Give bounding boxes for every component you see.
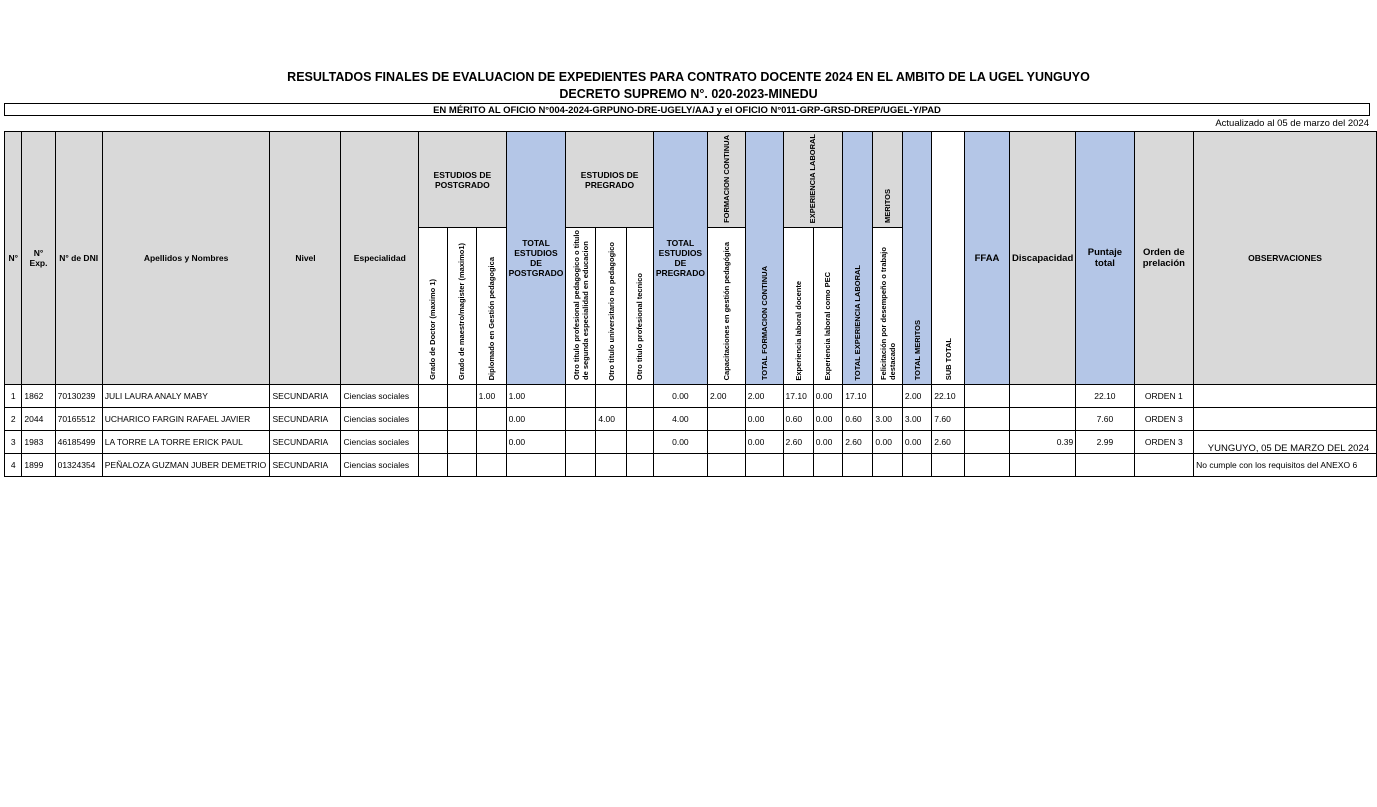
col-especialidad: Especialidad (341, 132, 419, 385)
cell-obs (1194, 385, 1377, 408)
cell-capacitaciones (707, 431, 745, 454)
cell-capacitaciones (707, 408, 745, 431)
cell-total-meritos: 0.00 (902, 431, 931, 454)
cell-otro-univ (596, 454, 626, 477)
col-exp-pec: Experiencia laboral como PEC (813, 228, 842, 385)
cell-otro-tec (626, 431, 653, 454)
col-felicitacion: Felicitación por desempeño o trabajo destacado (873, 228, 902, 385)
cell-otro-univ: 4.00 (596, 408, 626, 431)
col-exp-docente: Experiencia laboral docente (783, 228, 813, 385)
cell-n: 1 (5, 385, 22, 408)
group-formacion: FORMACION CONTINUA (707, 132, 745, 228)
cell-dni: 70165512 (55, 408, 102, 431)
cell-nivel: SECUNDARIA (270, 385, 341, 408)
cell-total-experiencia: 17.10 (843, 385, 873, 408)
cell-doctor (419, 408, 448, 431)
col-observaciones: OBSERVACIONES (1194, 132, 1377, 385)
group-pregrado: ESTUDIOS DE PREGRADO (566, 132, 653, 228)
cell-otro-univ (596, 385, 626, 408)
col-puntaje: Puntaje total (1076, 132, 1134, 385)
cell-esp: Ciencias sociales (341, 408, 419, 431)
cell-discapacidad: 0.39 (1010, 431, 1076, 454)
cell-dni: 01324354 (55, 454, 102, 477)
cell-puntaje: 22.10 (1076, 385, 1134, 408)
cell-nivel: SECUNDARIA (270, 431, 341, 454)
cell-puntaje: 7.60 (1076, 408, 1134, 431)
cell-exp-pec: 0.00 (813, 408, 842, 431)
cell-exp-pec (813, 454, 842, 477)
cell-diplomado: 1.00 (476, 385, 506, 408)
cell-felicitacion: 3.00 (873, 408, 902, 431)
cell-capacitaciones: 2.00 (707, 385, 745, 408)
col-total-pregrado: TOTAL ESTUDIOS DE PREGRADO (653, 132, 707, 385)
cell-exp-docente (783, 454, 813, 477)
col-capacitaciones: Capacitaciones en gestión pedagógica (707, 228, 745, 385)
cell-total-meritos (902, 454, 931, 477)
cell-doctor (419, 385, 448, 408)
table-row (5, 431, 1377, 454)
results-table (4, 131, 1377, 477)
cell-name: JULI LAURA ANALY MABY (102, 385, 270, 408)
cell-dni: 46185499 (55, 431, 102, 454)
cell-exp: 2044 (22, 408, 55, 431)
cell-total-meritos: 2.00 (902, 385, 931, 408)
col-total-formacion: TOTAL FORMACION CONTINUA (745, 132, 783, 385)
cell-exp: 1862 (22, 385, 55, 408)
col-n: N° (5, 132, 22, 385)
cell-total-formacion: 2.00 (745, 385, 783, 408)
col-exp: N° Exp. (22, 132, 55, 385)
cell-diplomado (476, 454, 506, 477)
cell-puntaje: 2.99 (1076, 431, 1134, 454)
cell-total-postgrado (506, 454, 566, 477)
cell-total-pregrado (653, 454, 707, 477)
col-total-experiencia: TOTAL EXPERIENCIA LABORAL (843, 132, 873, 385)
cell-otro-prof (566, 431, 596, 454)
footer-date: YUNGUYO, 05 DE MARZO DEL 2024 (1207, 443, 1369, 454)
cell-orden (1134, 454, 1194, 477)
cell-capacitaciones (707, 454, 745, 477)
group-experiencia: EXPERIENCIA LABORAL (783, 132, 843, 228)
group-postgrado: ESTUDIOS DE POSTGRADO (419, 132, 507, 228)
cell-doctor (419, 431, 448, 454)
cell-total-postgrado: 0.00 (506, 408, 566, 431)
cell-total-pregrado: 0.00 (653, 431, 707, 454)
cell-subtotal: 7.60 (932, 408, 965, 431)
cell-subtotal (932, 454, 965, 477)
cell-total-experiencia: 0.60 (843, 408, 873, 431)
col-orden: Orden de prelación (1134, 132, 1194, 385)
cell-orden: ORDEN 1 (1134, 385, 1194, 408)
cell-esp: Ciencias sociales (341, 385, 419, 408)
updated-date: Actualizado al 05 de marzo del 2024 (1215, 118, 1369, 129)
cell-discapacidad (1010, 385, 1076, 408)
col-nivel: Nivel (270, 132, 341, 385)
cell-total-pregrado: 0.00 (653, 385, 707, 408)
cell-total-postgrado: 1.00 (506, 385, 566, 408)
cell-name: PEÑALOZA GUZMAN JUBER DEMETRIO (102, 454, 270, 477)
col-maestro: Grado de maestro/magister (maximo1) (447, 228, 476, 385)
cell-otro-tec (626, 408, 653, 431)
cell-subtotal: 22.10 (932, 385, 965, 408)
cell-total-experiencia (843, 454, 873, 477)
cell-discapacidad (1010, 454, 1076, 477)
col-subtotal: SUB TOTAL (932, 132, 965, 385)
table-row (5, 408, 1377, 431)
col-total-postgrado: TOTAL ESTUDIOS DE POSTGRADO (506, 132, 566, 385)
cell-otro-univ (596, 431, 626, 454)
cell-ffaa (965, 431, 1010, 454)
cell-felicitacion (873, 454, 902, 477)
table-row (5, 454, 1377, 477)
col-name: Apellidos y Nombres (102, 132, 270, 385)
cell-total-formacion: 0.00 (745, 408, 783, 431)
cell-total-formacion: 0.00 (745, 431, 783, 454)
cell-esp: Ciencias sociales (341, 431, 419, 454)
cell-n: 2 (5, 408, 22, 431)
cell-name: LA TORRE LA TORRE ERICK PAUL (102, 431, 270, 454)
cell-felicitacion (873, 385, 902, 408)
cell-maestro (447, 408, 476, 431)
col-ffaa: FFAA (965, 132, 1010, 385)
cell-obs (1194, 408, 1377, 431)
cell-maestro (447, 385, 476, 408)
cell-total-experiencia: 2.60 (843, 431, 873, 454)
cell-exp-docente: 17.10 (783, 385, 813, 408)
cell-dni: 70130239 (55, 385, 102, 408)
col-diplomado: Diplomado en Gestión pedagogica (476, 228, 506, 385)
cell-otro-prof (566, 454, 596, 477)
decree-title: DECRETO SUPREMO N°. 020-2023-MINEDU (559, 87, 818, 101)
group-meritos: MERITOS (873, 132, 902, 228)
cell-felicitacion: 0.00 (873, 431, 902, 454)
table-row (5, 385, 1377, 408)
col-discapacidad: Discapacidad (1010, 132, 1076, 385)
cell-n: 3 (5, 431, 22, 454)
cell-total-formacion (745, 454, 783, 477)
cell-n: 4 (5, 454, 22, 477)
cell-maestro (447, 431, 476, 454)
cell-exp-pec: 0.00 (813, 431, 842, 454)
cell-exp: 1899 (22, 454, 55, 477)
cell-ffaa (965, 385, 1010, 408)
col-dni: N° de DNI (55, 132, 102, 385)
cell-exp-pec: 0.00 (813, 385, 842, 408)
cell-orden: ORDEN 3 (1134, 431, 1194, 454)
cell-obs: No cumple con los requisitos del ANEXO 6 (1194, 454, 1377, 477)
cell-subtotal: 2.60 (932, 431, 965, 454)
cell-name: UCHARICO FARGIN RAFAEL JAVIER (102, 408, 270, 431)
cell-puntaje (1076, 454, 1134, 477)
cell-otro-tec (626, 454, 653, 477)
cell-nivel: SECUNDARIA (270, 408, 341, 431)
col-otro-tecnico: Otro titulo profesional tecnico (626, 228, 653, 385)
cell-exp-docente: 2.60 (783, 431, 813, 454)
cell-otro-prof (566, 385, 596, 408)
cell-ffaa (965, 408, 1010, 431)
cell-nivel: SECUNDARIA (270, 454, 341, 477)
cell-total-pregrado: 4.00 (653, 408, 707, 431)
col-total-meritos: TOTAL MERITOS (902, 132, 931, 385)
cell-total-postgrado: 0.00 (506, 431, 566, 454)
cell-discapacidad (1010, 408, 1076, 431)
cell-otro-tec (626, 385, 653, 408)
col-doctor: Grado de Doctor (maximo 1) (419, 228, 448, 385)
oficio-subtitle: EN MÉRITO AL OFICIO N°004-2024-GRPUNO-DRE-UGELY/AAJ y el OFICIO N°011-GRP-GRSD-DREP/UGEL-Y/PAD (4, 103, 1370, 116)
cell-diplomado (476, 408, 506, 431)
col-otro-universitario: Otro titulo universitario no pedagogico (596, 228, 626, 385)
col-otro-profesional: Otro titulo profesional pedagogico o titulo de segunda especialidad en educacion (566, 228, 596, 385)
cell-exp: 1983 (22, 431, 55, 454)
cell-otro-prof (566, 408, 596, 431)
cell-total-meritos: 3.00 (902, 408, 931, 431)
cell-doctor (419, 454, 448, 477)
cell-ffaa (965, 454, 1010, 477)
document-title: RESULTADOS FINALES DE EVALUACION DE EXPEDIENTES PARA CONTRATO DOCENTE 2024 EN EL AMBITO DE LA UGEL YUNGUYO (287, 70, 1090, 84)
cell-orden: ORDEN 3 (1134, 408, 1194, 431)
cell-maestro (447, 454, 476, 477)
cell-diplomado (476, 431, 506, 454)
cell-exp-docente: 0.60 (783, 408, 813, 431)
cell-esp: Ciencias sociales (341, 454, 419, 477)
